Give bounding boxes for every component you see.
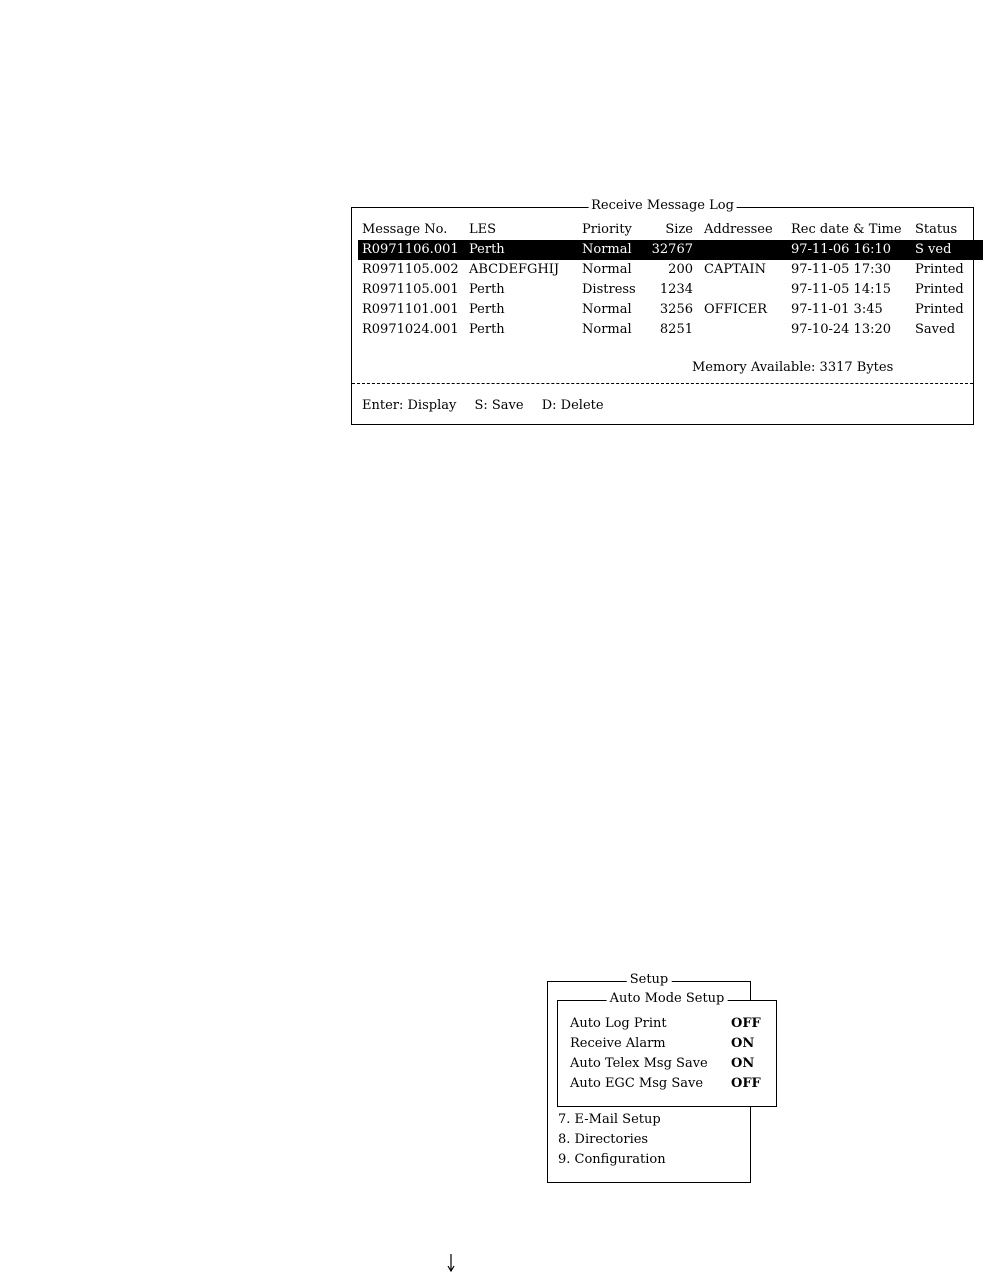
receive-alarm-option[interactable] bbox=[570, 1036, 755, 1051]
table-header bbox=[362, 220, 983, 240]
cell-status: Saved bbox=[915, 322, 956, 337]
key-legend bbox=[362, 398, 618, 413]
option-label: Auto Log Print bbox=[570, 1016, 667, 1031]
column-header-message-no: Message No. bbox=[362, 222, 448, 237]
key-hint-save: S: Save bbox=[474, 398, 524, 413]
setup-title: Setup bbox=[627, 971, 672, 989]
auto-mode-setup-title: Auto Mode Setup bbox=[607, 990, 728, 1008]
cell-status: Printed bbox=[915, 302, 964, 317]
cell-les: Perth bbox=[469, 322, 505, 337]
cell-date-time: 97-11-06 16:10 bbox=[791, 242, 892, 257]
cell-message-no: R0971106.001 bbox=[362, 242, 459, 257]
cell-message-no: R0971105.002 bbox=[362, 262, 459, 277]
cell-status: Printed bbox=[915, 262, 964, 277]
auto-telex-msg-save-option[interactable] bbox=[570, 1056, 755, 1071]
cell-priority: Normal bbox=[582, 322, 632, 337]
memory-available-label: Memory Available: 3317 Bytes bbox=[692, 360, 894, 375]
option-label: Receive Alarm bbox=[570, 1036, 666, 1051]
cell-priority: Normal bbox=[582, 242, 632, 257]
option-value: OFF bbox=[731, 1076, 761, 1091]
dashed-divider bbox=[352, 383, 973, 384]
key-hint-delete: D: Delete bbox=[541, 398, 604, 413]
cell-size: 1234 bbox=[659, 282, 693, 297]
cell-les: ABCDEFGHIJ bbox=[469, 262, 560, 277]
column-header-status: Status bbox=[915, 222, 958, 237]
down-arrow-icon bbox=[446, 1254, 456, 1272]
receive-message-log-title: Receive Message Log bbox=[588, 197, 737, 215]
option-value: ON bbox=[731, 1056, 755, 1071]
cell-status: S ved bbox=[915, 242, 952, 257]
column-header-date-time: Rec date & Time bbox=[791, 222, 902, 237]
cell-date-time: 97-10-24 13:20 bbox=[791, 322, 892, 337]
cell-addressee: CAPTAIN bbox=[704, 262, 766, 277]
auto-egc-msg-save-option[interactable] bbox=[570, 1076, 761, 1091]
table-row[interactable] bbox=[362, 260, 983, 280]
table-row-selected[interactable] bbox=[358, 240, 983, 260]
cell-date-time: 97-11-05 14:15 bbox=[791, 282, 892, 297]
column-header-priority: Priority bbox=[582, 222, 632, 237]
table-row[interactable] bbox=[362, 320, 983, 340]
cell-les: Perth bbox=[469, 242, 505, 257]
column-header-les: LES bbox=[469, 222, 497, 237]
column-header-addressee: Addressee bbox=[704, 222, 773, 237]
key-hint-display: Enter: Display bbox=[362, 398, 457, 413]
cell-addressee: OFFICER bbox=[704, 302, 768, 317]
option-label: Auto Telex Msg Save bbox=[570, 1056, 708, 1071]
menu-item-configuration[interactable]: 9. Configuration bbox=[558, 1152, 666, 1167]
table-row[interactable] bbox=[362, 300, 983, 320]
auto-log-print-option[interactable] bbox=[570, 1016, 761, 1031]
cell-priority: Distress bbox=[582, 282, 636, 297]
receive-message-log-panel bbox=[351, 198, 974, 425]
cell-date-time: 97-11-01 3:45 bbox=[791, 302, 883, 317]
menu-item-email-setup[interactable]: 7. E-Mail Setup bbox=[558, 1112, 661, 1127]
option-label: Auto EGC Msg Save bbox=[570, 1076, 704, 1091]
cell-size: 8251 bbox=[659, 322, 693, 337]
option-value: OFF bbox=[731, 1016, 761, 1031]
cell-size: 32767 bbox=[651, 242, 693, 257]
cell-message-no: R0971101.001 bbox=[362, 302, 459, 317]
menu-item-directories[interactable]: 8. Directories bbox=[558, 1132, 649, 1147]
cell-message-no: R0971024.001 bbox=[362, 322, 459, 337]
table-row[interactable] bbox=[362, 280, 983, 300]
cell-message-no: R0971105.001 bbox=[362, 282, 459, 297]
cell-priority: Normal bbox=[582, 302, 632, 317]
cell-size: 200 bbox=[668, 262, 693, 277]
option-value: ON bbox=[731, 1036, 755, 1051]
cell-priority: Normal bbox=[582, 262, 632, 277]
auto-mode-setup-panel bbox=[557, 991, 777, 1107]
cell-les: Perth bbox=[469, 282, 505, 297]
message-log-table bbox=[362, 220, 983, 340]
cell-status: Printed bbox=[915, 282, 964, 297]
column-header-size: Size bbox=[665, 222, 693, 237]
cell-les: Perth bbox=[469, 302, 505, 317]
cell-size: 3256 bbox=[659, 302, 693, 317]
cell-date-time: 97-11-05 17:30 bbox=[791, 262, 892, 277]
